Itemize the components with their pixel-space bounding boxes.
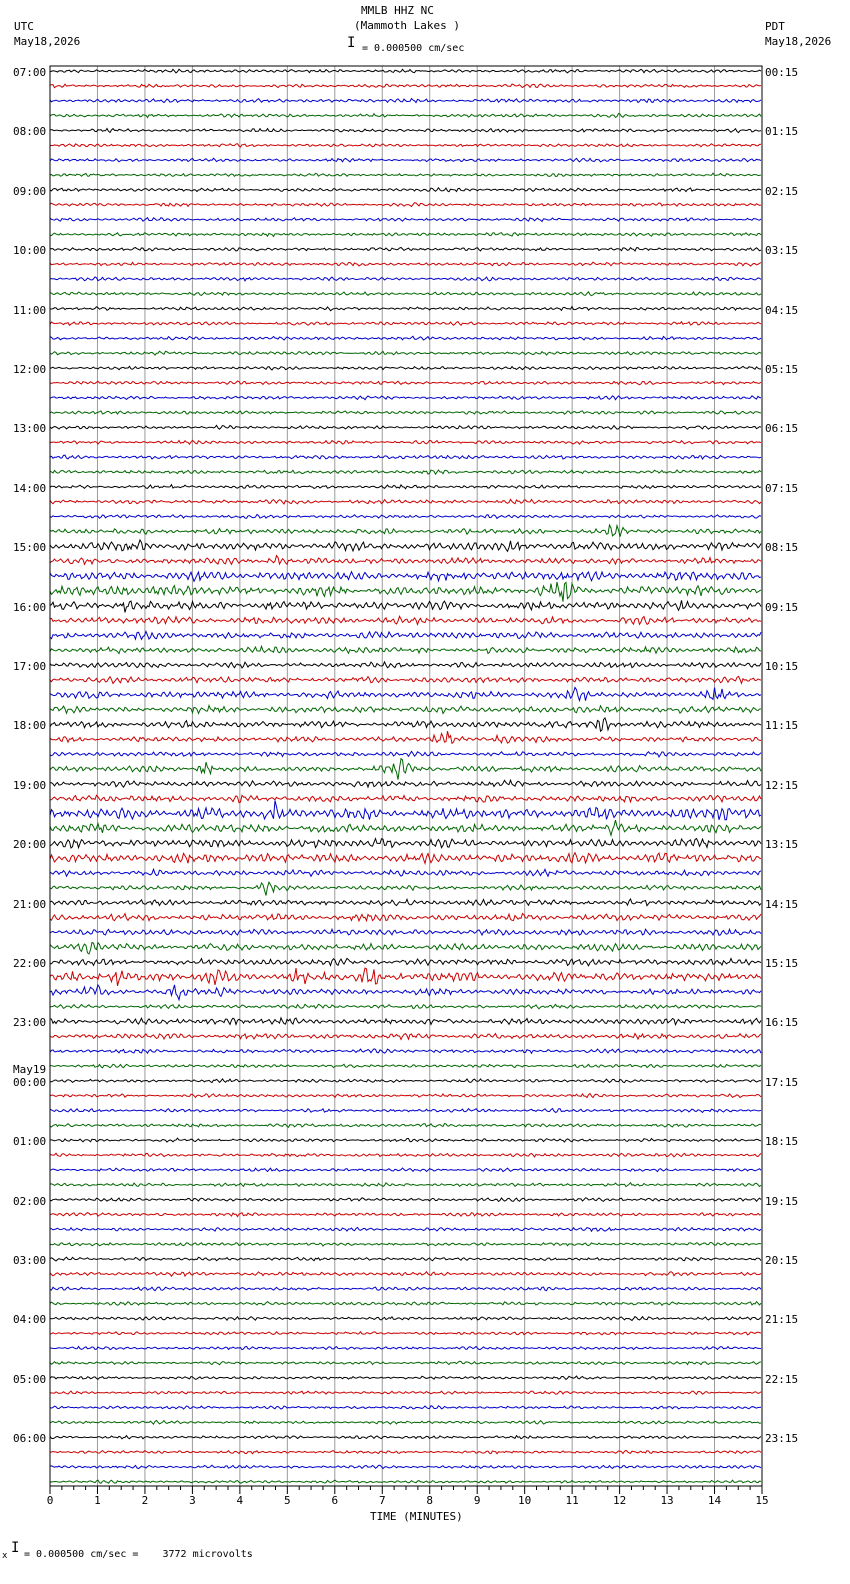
left-hour-label: 10:00: [13, 244, 47, 258]
right-hour-label: 16:15: [765, 1016, 799, 1030]
x-tick-label: 9: [473, 1494, 481, 1507]
trace-31: [50, 525, 761, 537]
left-hour-label: 20:00: [13, 838, 47, 852]
trace-62: [50, 985, 761, 1000]
right-hour-label: 23:15: [765, 1432, 799, 1446]
trace-87: [50, 1361, 761, 1364]
trace-61: [50, 968, 761, 986]
trace-45: [50, 731, 761, 743]
x-tick-label: 3: [189, 1494, 196, 1507]
left-hour-label: 02:00: [13, 1194, 47, 1208]
right-hour-label: 21:15: [765, 1313, 799, 1327]
right-timezone: PDT: [765, 20, 785, 33]
trace-68: [50, 1079, 761, 1083]
trace-12: [50, 247, 761, 251]
trace-44: [50, 718, 761, 731]
trace-36: [50, 600, 761, 612]
trace-55: [50, 882, 761, 895]
trace-27: [50, 470, 761, 474]
x-tick-label: 13: [660, 1494, 674, 1507]
left-hour-label: 23:00: [13, 1016, 47, 1030]
right-hour-label: 13:15: [765, 838, 799, 852]
x-tick-label: 8: [426, 1494, 434, 1507]
trace-73: [50, 1153, 761, 1157]
x-tick-label: 5: [284, 1494, 291, 1507]
footer-marker: x: [2, 1551, 8, 1561]
x-tick-label: 0: [46, 1494, 54, 1507]
trace-88: [50, 1376, 761, 1379]
trace-29: [50, 499, 761, 504]
trace-59: [50, 943, 761, 954]
trace-95: [50, 1480, 761, 1483]
left-hour-label: 12:00: [13, 363, 47, 376]
x-tick-label: 6: [331, 1494, 339, 1507]
right-hour-label: 05:15: [765, 363, 799, 376]
left-hour-label: 21:00: [13, 897, 47, 911]
trace-51: [50, 820, 761, 835]
right-hour-label: 00:15: [765, 66, 799, 79]
right-hour-label: 03:15: [765, 244, 799, 258]
trace-60: [50, 958, 761, 965]
trace-72: [50, 1138, 761, 1142]
right-hour-label: 15:15: [765, 957, 799, 970]
trace-48: [50, 780, 761, 787]
trace-47: [50, 759, 761, 780]
trace-50: [50, 801, 761, 820]
trace-14: [50, 277, 761, 281]
trace-85: [50, 1332, 761, 1335]
trace-57: [50, 914, 761, 921]
trace-11: [50, 233, 761, 237]
trace-13: [50, 262, 761, 266]
x-tick-label: 7: [378, 1494, 386, 1507]
left-timezone: UTC: [14, 20, 34, 33]
trace-90: [50, 1406, 761, 1409]
right-hour-label: 17:15: [765, 1075, 799, 1089]
trace-28: [50, 485, 761, 489]
right-hour-label: 18:15: [765, 1135, 799, 1149]
trace-9: [50, 203, 761, 207]
trace-80: [50, 1257, 761, 1261]
trace-53: [50, 853, 761, 864]
left-date: May18,2026: [14, 35, 81, 48]
trace-58: [50, 929, 761, 935]
right-hour-label: 02:15: [765, 184, 799, 198]
left-hour-label: 04:00: [13, 1313, 47, 1327]
right-hour-label: 01:15: [765, 125, 799, 139]
trace-84: [50, 1317, 761, 1321]
left-hour-label: 22:00: [13, 957, 47, 970]
right-hour-label: 08:15: [765, 541, 799, 555]
trace-group: [50, 69, 761, 1483]
trace-1: [50, 84, 761, 88]
trace-43: [50, 705, 761, 713]
trace-89: [50, 1391, 761, 1394]
left-hour-label: 05:00: [13, 1372, 47, 1386]
trace-56: [50, 899, 761, 906]
trace-20: [50, 366, 761, 370]
trace-82: [50, 1287, 761, 1291]
trace-21: [50, 381, 761, 385]
x-tick-label: 10: [518, 1494, 532, 1507]
left-hour-label: 14:00: [13, 481, 47, 495]
trace-18: [50, 336, 761, 340]
trace-35: [50, 582, 761, 602]
footer-scale-bar-icon: I: [11, 1540, 20, 1556]
trace-32: [50, 540, 761, 551]
trace-10: [50, 218, 761, 222]
right-hour-label: 04:15: [765, 303, 799, 317]
trace-71: [50, 1124, 761, 1128]
x-tick-label: 1: [94, 1494, 101, 1507]
trace-25: [50, 440, 761, 444]
x-tick-label: 14: [707, 1494, 722, 1507]
trace-94: [50, 1465, 761, 1468]
x-tick-label: 11: [565, 1494, 579, 1507]
trace-49: [50, 795, 761, 802]
trace-22: [50, 396, 761, 400]
trace-7: [50, 173, 761, 176]
left-hour-label: 08:00: [13, 125, 47, 139]
right-hour-label: 09:15: [765, 600, 799, 614]
trace-83: [50, 1302, 761, 1306]
left-hour-label: 19:00: [13, 778, 47, 792]
trace-3: [50, 114, 761, 118]
right-hour-label: 19:15: [765, 1194, 799, 1208]
trace-26: [50, 455, 761, 459]
trace-38: [50, 632, 761, 640]
trace-2: [50, 99, 761, 103]
trace-70: [50, 1109, 761, 1113]
footer-scale-text: = 0.000500 cm/sec = 3772 microvolts: [24, 1549, 253, 1560]
left-hour-label: 06:00: [13, 1432, 47, 1446]
right-hour-label: 06:15: [765, 422, 799, 436]
right-hour-label: 12:15: [765, 778, 799, 792]
right-hour-label: 20:15: [765, 1254, 799, 1267]
trace-39: [50, 646, 761, 653]
x-tick-label: 15: [755, 1494, 769, 1507]
left-hour-label: 01:00: [13, 1135, 47, 1149]
trace-75: [50, 1183, 761, 1187]
scale-bar-icon: I: [347, 35, 356, 51]
left-hour-label: 17:00: [13, 660, 47, 673]
trace-23: [50, 411, 761, 414]
x-axis-label: TIME (MINUTES): [370, 1510, 463, 1523]
trace-40: [50, 662, 761, 668]
trace-0: [50, 69, 761, 73]
time-axis: [47, 1486, 769, 1507]
left-hour-label: 16:00: [13, 600, 47, 614]
trace-6: [50, 158, 761, 162]
right-hour-label: 07:15: [765, 481, 799, 495]
left-hour-label: 07:00: [13, 66, 47, 79]
station-title: MMLB HHZ NC: [361, 4, 434, 17]
trace-41: [50, 676, 761, 683]
trace-66: [50, 1049, 761, 1053]
trace-92: [50, 1436, 761, 1439]
right-hour-label: 10:15: [765, 660, 799, 673]
trace-67: [50, 1064, 761, 1068]
trace-16: [50, 307, 761, 311]
trace-69: [50, 1093, 761, 1097]
right-hour-label: 11:15: [765, 719, 799, 733]
left-hour-label: 09:00: [13, 184, 47, 198]
left-hour-label: 15:00: [13, 541, 47, 555]
trace-34: [50, 572, 761, 582]
trace-33: [50, 556, 761, 565]
x-tick-label: 4: [236, 1494, 244, 1507]
trace-46: [50, 751, 761, 757]
trace-76: [50, 1198, 761, 1202]
trace-37: [50, 616, 761, 624]
trace-65: [50, 1034, 761, 1040]
scale-text: = 0.000500 cm/sec: [362, 43, 465, 54]
trace-17: [50, 322, 761, 326]
trace-77: [50, 1213, 761, 1217]
trace-78: [50, 1227, 761, 1231]
station-location: (Mammoth Lakes ): [354, 19, 460, 32]
trace-4: [50, 129, 761, 133]
trace-63: [50, 1004, 761, 1009]
x-tick-label: 12: [612, 1494, 627, 1507]
left-hour-label: 13:00: [13, 422, 47, 436]
left-hour-label: 00:00: [13, 1075, 47, 1089]
trace-86: [50, 1346, 761, 1349]
right-date: May18,2026: [765, 35, 832, 48]
trace-42: [50, 687, 761, 700]
left-hour-label: 18:00: [13, 719, 47, 733]
trace-79: [50, 1242, 761, 1246]
trace-81: [50, 1272, 761, 1277]
trace-15: [50, 292, 761, 296]
left-hour-label: 03:00: [13, 1254, 47, 1267]
trace-52: [50, 838, 761, 848]
trace-64: [50, 1018, 761, 1025]
trace-30: [50, 514, 761, 518]
date-change-label: May19: [13, 1062, 47, 1076]
x-tick-label: 2: [141, 1494, 149, 1507]
left-hour-label: 11:00: [13, 303, 47, 317]
trace-19: [50, 351, 761, 355]
trace-74: [50, 1168, 761, 1172]
trace-91: [50, 1420, 761, 1424]
trace-5: [50, 144, 761, 147]
right-hour-label: 14:15: [765, 897, 799, 911]
trace-93: [50, 1450, 761, 1453]
trace-8: [50, 188, 761, 192]
trace-54: [50, 869, 761, 876]
right-hour-label: 22:15: [765, 1372, 799, 1386]
trace-24: [50, 425, 761, 429]
